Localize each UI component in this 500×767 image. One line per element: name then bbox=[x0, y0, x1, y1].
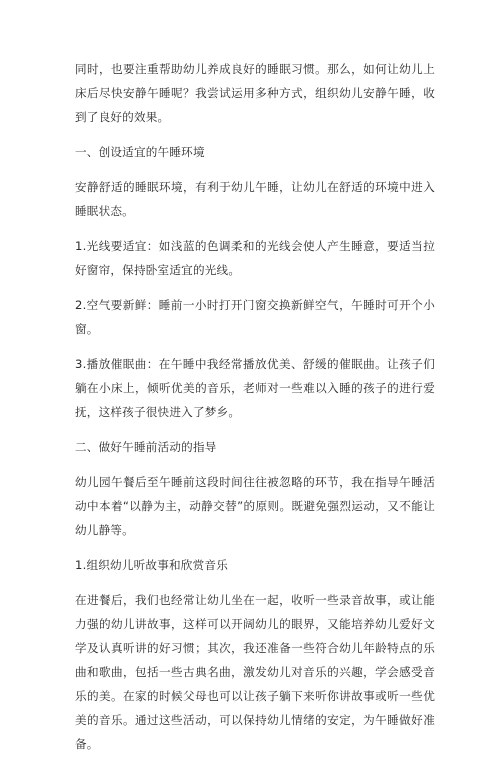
paragraph-environment: 安静舒适的睡眠环境，有利于幼儿午睡，让幼儿在舒适的环境中进入睡眠状态。 bbox=[75, 180, 435, 218]
paragraph-stories-music: 在进餐后，我们也经常让幼儿坐在一起，收听一些录音故事，或让能力强的幼儿讲故事，这样可以开阔幼儿的眼界，又能培养幼儿爱好文学及认真听讲的好习惯；其次，我还准备一些符合幼儿年龄特点的乐曲和歌曲，包括一些古典名曲，激发幼儿对音乐的兴趣，学会感受音乐的美。在家的时候父母也可以让孩子躺下来听你讲故事或听一些优美的音乐。通过这些活动，可以保持幼儿情绪的安定，为午睡做好准备。 bbox=[75, 593, 435, 751]
document-body bbox=[75, 57, 435, 767]
subheading-stories-music: 1.组织幼儿听故事和欣赏音乐 bbox=[75, 558, 228, 572]
list-item-air: 2.空气要新鲜：睡前一小时打开门窗交换新鲜空气，午睡时可开个小窗。 bbox=[75, 298, 435, 336]
list-item-lullaby: 3.播放催眠曲：在午睡中我经常播放优美、舒缓的催眠曲。让孩子们躺在小床上，倾听优美的音乐，老师对一些难以入睡的孩子的进行爱抚，这样孩子很快进入了梦乡。 bbox=[75, 357, 435, 419]
paragraph-intro: 同时，也要注重帮助幼儿养成良好的睡眠习惯。那么，如何让幼儿上床后尽快安静午睡呢？我尝试运用多种方式，组织幼儿安静午睡，收到了良好的效果。 bbox=[75, 62, 435, 124]
section-heading-environment: 一、创设适宜的午睡环境 bbox=[75, 145, 205, 159]
section-heading-activities: 二、做好午睡前活动的指导 bbox=[75, 440, 217, 454]
paragraph-activities: 幼儿园午餐后至午睡前这段时间往往被忽略的环节，我在指导午睡活动中本着“以静为主，动静交替”的原则。既避免强烈运动，又不能让幼儿静等。 bbox=[75, 475, 435, 537]
list-item-light: 1.光线要适宜：如浅蓝的色调柔和的光线会使人产生睡意，要适当拉好窗帘，保持卧室适宜的光线。 bbox=[75, 239, 435, 277]
